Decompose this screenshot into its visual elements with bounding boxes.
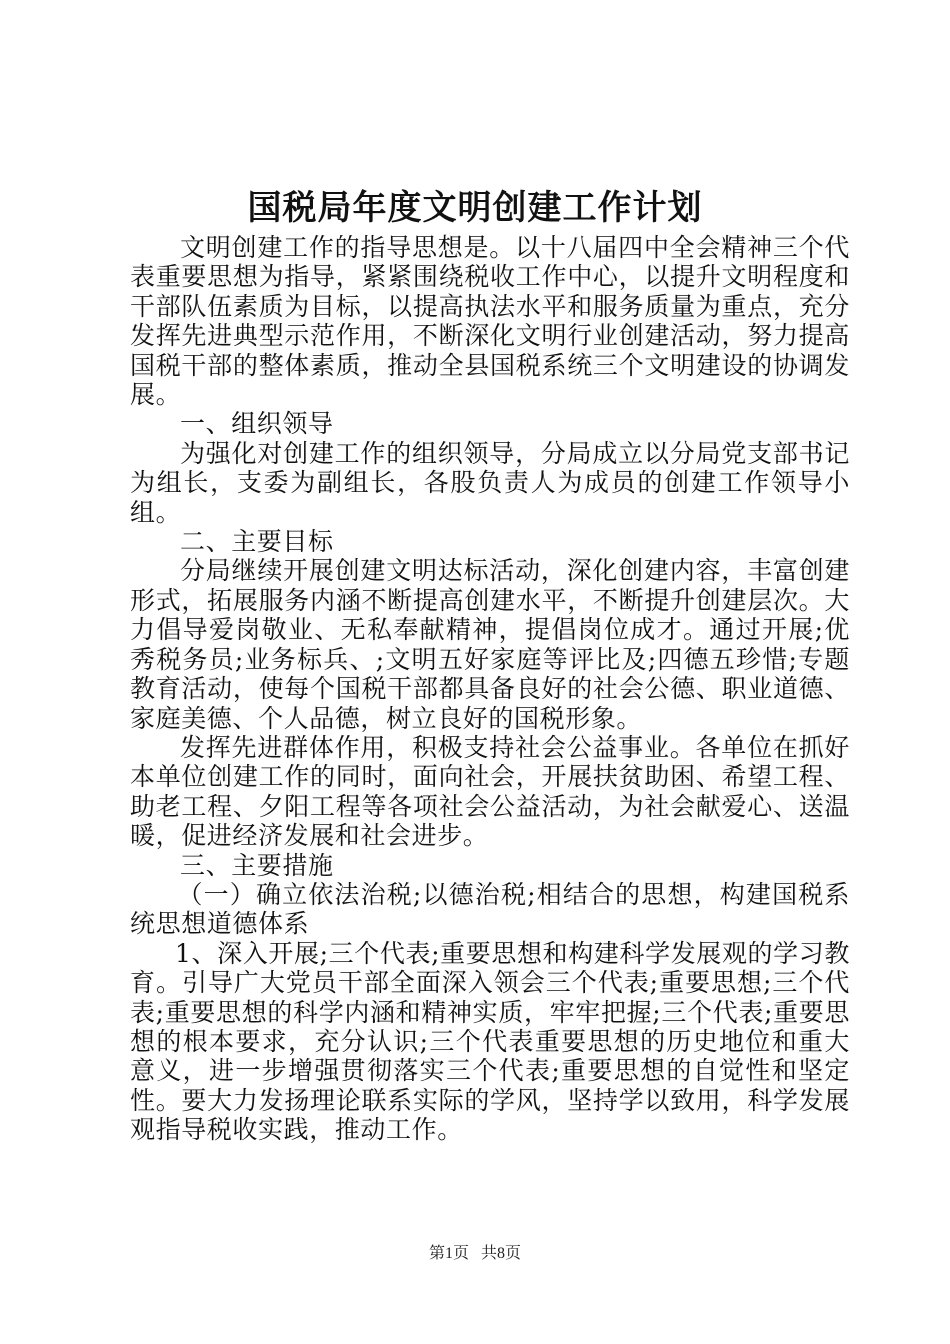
page-total: 共8页 bbox=[481, 1245, 522, 1262]
section-heading-goals: 二、主要目标 bbox=[180, 527, 334, 557]
section-heading-measures: 三、主要措施 bbox=[180, 850, 334, 880]
measures-item-1: 1、深入开展;三个代表;重要思想和构建科学发展观的学习教育。引导广大党员干部全面深入领会三个代表;重要思想;三个代表;重要思想的科学内涵和精神实质，牢牢把握;三个代表;重要思想的根本要求，充分认识;三个代表重要思想的历史地位和重大意义，进一步增强贯彻落实三个代表;重要思想的自觉性和坚定性。要大力发扬理论联系实际的学风，坚持学以致用，科学发展观指导税收实践，推动工作。 bbox=[130, 938, 850, 1145]
intro-paragraph: 文明创建工作的指导思想是。以十八届四中全会精神三个代表重要思想为指导，紧紧围绕税收工作中心，以提升文明程度和干部队伍素质为目标，以提高执法水平和服务质量为重点，充分发挥先进典型示范作用，不断深化文明行业创建活动，努力提高国税干部的整体素质，推动全县国税系统三个文明建设的协调发展。 bbox=[130, 233, 850, 410]
section-heading-organization: 一、组织领导 bbox=[180, 409, 334, 439]
document-title: 国税局年度文明创建工作计划 bbox=[247, 188, 703, 228]
organization-paragraph: 为强化对创建工作的组织领导，分局成立以分局党支部书记为组长，支委为副组长，各股负责人为成员的创建工作领导小组。 bbox=[130, 438, 850, 527]
measures-subheading-1: （一）确立依法治税;以德治税;相结合的思想，构建国税系统思想道德体系 bbox=[130, 879, 850, 939]
page-number: 第1页 bbox=[428, 1245, 469, 1262]
document-body bbox=[130, 233, 850, 1145]
goals-paragraph-1: 分局继续开展创建文明达标活动，深化创建内容，丰富创建形式，拓展服务内涵不断提高创建水平，不断提升创建层次。大力倡导爱岗敬业、无私奉献精神，提倡岗位成才。通过开展;优秀税务员;业务标兵、;文明五好家庭等评比及;四德五珍惜;专题教育活动，使每个国税干部都具备良好的社会公德、职业道德、家庭美德、个人品德，树立良好的国税形象。 bbox=[130, 556, 850, 733]
goals-paragraph-2: 发挥先进群体作用，积极支持社会公益事业。各单位在抓好本单位创建工作的同时，面向社会，开展扶贫助困、希望工程、助老工程、夕阳工程等各项社会公益活动，为社会献爱心、送温暖，促进经济发展和社会进步。 bbox=[130, 732, 850, 851]
page-footer bbox=[0, 1244, 950, 1264]
